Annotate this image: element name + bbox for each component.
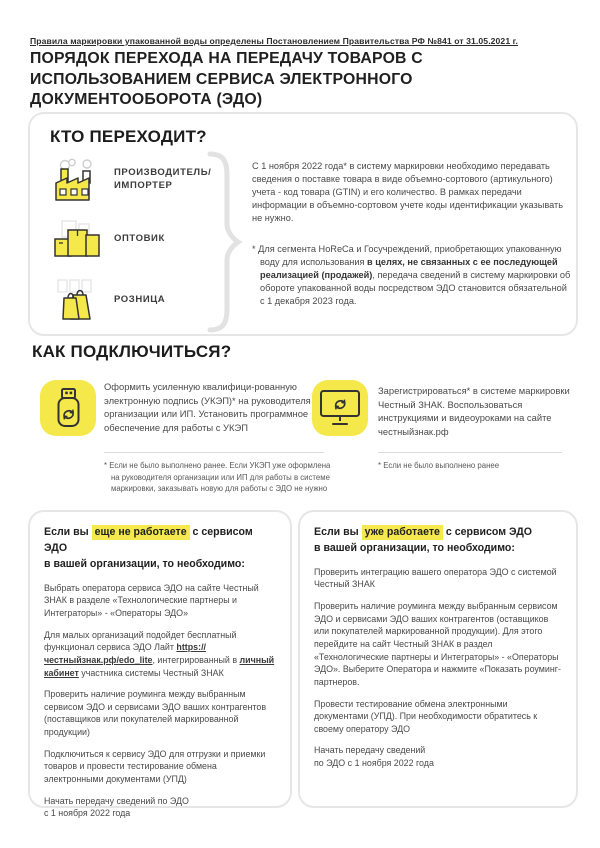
card-paragraph xyxy=(314,744,562,769)
edo-lite-link[interactable]: https://честныйзнак.рф/edo_lite xyxy=(44,642,206,665)
step-register-text: Зарегистрироваться* в системе маркировки Честный ЗНАК. Воспользоваться инструкциями и видеоуроками на сайте честныйзнак.рф xyxy=(378,385,570,437)
p2-mid: , интегрированный в xyxy=(152,654,240,665)
p2-pre: Для малых организаций подойдет бесплатный функционал сервиса ЭДО Лайт xyxy=(44,629,237,653)
how-heading: КАК ПОДКЛЮЧИТЬСЯ? xyxy=(32,342,232,361)
divider xyxy=(378,452,562,453)
heading-highlight: уже работаете xyxy=(362,525,443,540)
role-label: РОЗНИЦА xyxy=(114,293,166,305)
card-paragraph: Подключиться к сервису ЭДО для отгрузки и приемки товаров и провести тестирование обмена электронными документами (УПД) xyxy=(44,748,266,784)
heading-pre: Если вы xyxy=(314,526,362,538)
source-note: Правила маркировки упакованной воды определены Постановлением Правительства РФ №841 от 31.05.2021 г. xyxy=(30,36,518,46)
card-paragraph xyxy=(44,795,276,820)
who-section-card xyxy=(28,112,578,336)
who-description: С 1 ноября 2022 года* в систему маркировки необходимо передавать сведения о поставке товара в виде объемно-сортового (артикульного) учета - код товара (GTIN) и его количество. В рамках передачи информации в объемно-сортовом учете коды идентификации указывать не нужно. xyxy=(252,161,564,224)
heading-highlight: еще не работаете xyxy=(92,525,190,540)
factory-icon xyxy=(52,158,102,202)
step-ukep-text: Оформить усиленную квалифици-рованную электронную подпись (УКЭП)* на руководителя организации или ИП. Установить программное обеспечение для работы с УКЭП xyxy=(104,381,311,433)
heading-line2: в вашей организации, то необходимо: xyxy=(44,557,245,570)
p5-line2: с 1 ноября 2022 года xyxy=(44,808,131,819)
who-footnote-pre: * Для сегмента HoReCa и Госучреждений, приобретающих упакованную воду для использования xyxy=(252,244,562,268)
card-paragraph xyxy=(44,629,276,680)
monitor-register-icon xyxy=(312,380,368,436)
warehouse-boxes-icon xyxy=(52,218,102,260)
usb-token-icon xyxy=(40,380,96,436)
card-paragraph: Провести тестирование обмена электронными документами (УПД). При необходимости обратитесь к своему оператору ЭДО xyxy=(314,698,538,734)
who-footnote xyxy=(252,243,574,308)
heading-line2: в вашей организации, то необходимо: xyxy=(314,541,515,554)
card-paragraph: Проверить наличие роуминга между выбранным сервисом ЭДО и сервисами ЭДО ваших контрагентов (оставщиков или покупателей маркированной продукции). Для этого перейдите на сайт Честный ЗНАК в раздел «Технологические партнеры и Интеграторы» - «Операторы ЭДО». Выберите Оператора и нажмите «Показать роуминг-партнеров. xyxy=(314,601,561,687)
p5-line1: Начать передачу сведений по ЭДО xyxy=(44,795,189,806)
p2-post: участника системы Честный ЗНАК xyxy=(78,667,224,678)
step-ukep-footnote: * Если не было выполнено ранее. Если УКЭП уже оформлена на руководителя организации или ИП для работы в системе маркировки, заказывать новую для работы с ЭДО не нужно xyxy=(104,461,331,494)
card-paragraph: Выбрать оператора сервиса ЭДО на сайте Честный ЗНАК в разделе «Технологические партнеры и Интеграторы» - «Операторы ЭДО» xyxy=(44,582,259,618)
heading-post: с сервисом ЭДО xyxy=(442,526,533,538)
card-heading xyxy=(44,525,276,573)
heading-post: с сервисом ЭДО xyxy=(44,526,253,554)
card-paragraph: Проверить наличие роуминга между выбранным сервисом ЭДО и сервисами ЭДО ваших контрагентов (поставщиков или покупателей маркированной продукции) xyxy=(44,689,267,738)
card-not-using-edo xyxy=(28,510,292,819)
page-title: ПОРЯДОК ПЕРЕХОДА НА ПЕРЕДАЧУ ТОВАРОВ С ИСПОЛЬЗОВАНИЕМ СЕРВИСА ЭЛЕКТРОННОГО ДОКУМЕНТООБОРОТА (ЭДО) xyxy=(30,50,423,109)
card-heading xyxy=(314,525,562,557)
p4-line1: Начать передачу сведений xyxy=(314,745,426,756)
who-footnote-bold: в целях, не связанных с ее последующей реализацией (продажей) xyxy=(260,257,558,281)
who-footnote-post: , передача сведений в систему маркировки об обороте упакованной воды посредством ЭДО становится обязательной с 1 декабря 2023 года. xyxy=(260,270,571,307)
card-paragraph: Проверить интеграцию вашего оператора ЭДО с системой Честный ЗНАК xyxy=(314,566,557,590)
p4-line2: по ЭДО с 1 ноября 2022 года xyxy=(314,758,434,769)
who-heading: КТО ПЕРЕХОДИТ? xyxy=(50,127,207,146)
divider xyxy=(104,452,324,453)
heading-pre: Если вы xyxy=(44,526,92,538)
role-label: ПРОИЗВОДИТЕЛЬ/ИМПОРТЕР xyxy=(114,167,212,191)
personal-account-link[interactable]: личный кабинет xyxy=(44,654,275,678)
role-label: ОПТОВИК xyxy=(114,232,165,244)
card-already-using-edo xyxy=(298,510,578,808)
curly-brace-icon xyxy=(206,150,244,334)
retail-bags-icon xyxy=(52,278,102,322)
step-register-footnote: * Если не было выполнено ранее xyxy=(378,461,500,470)
